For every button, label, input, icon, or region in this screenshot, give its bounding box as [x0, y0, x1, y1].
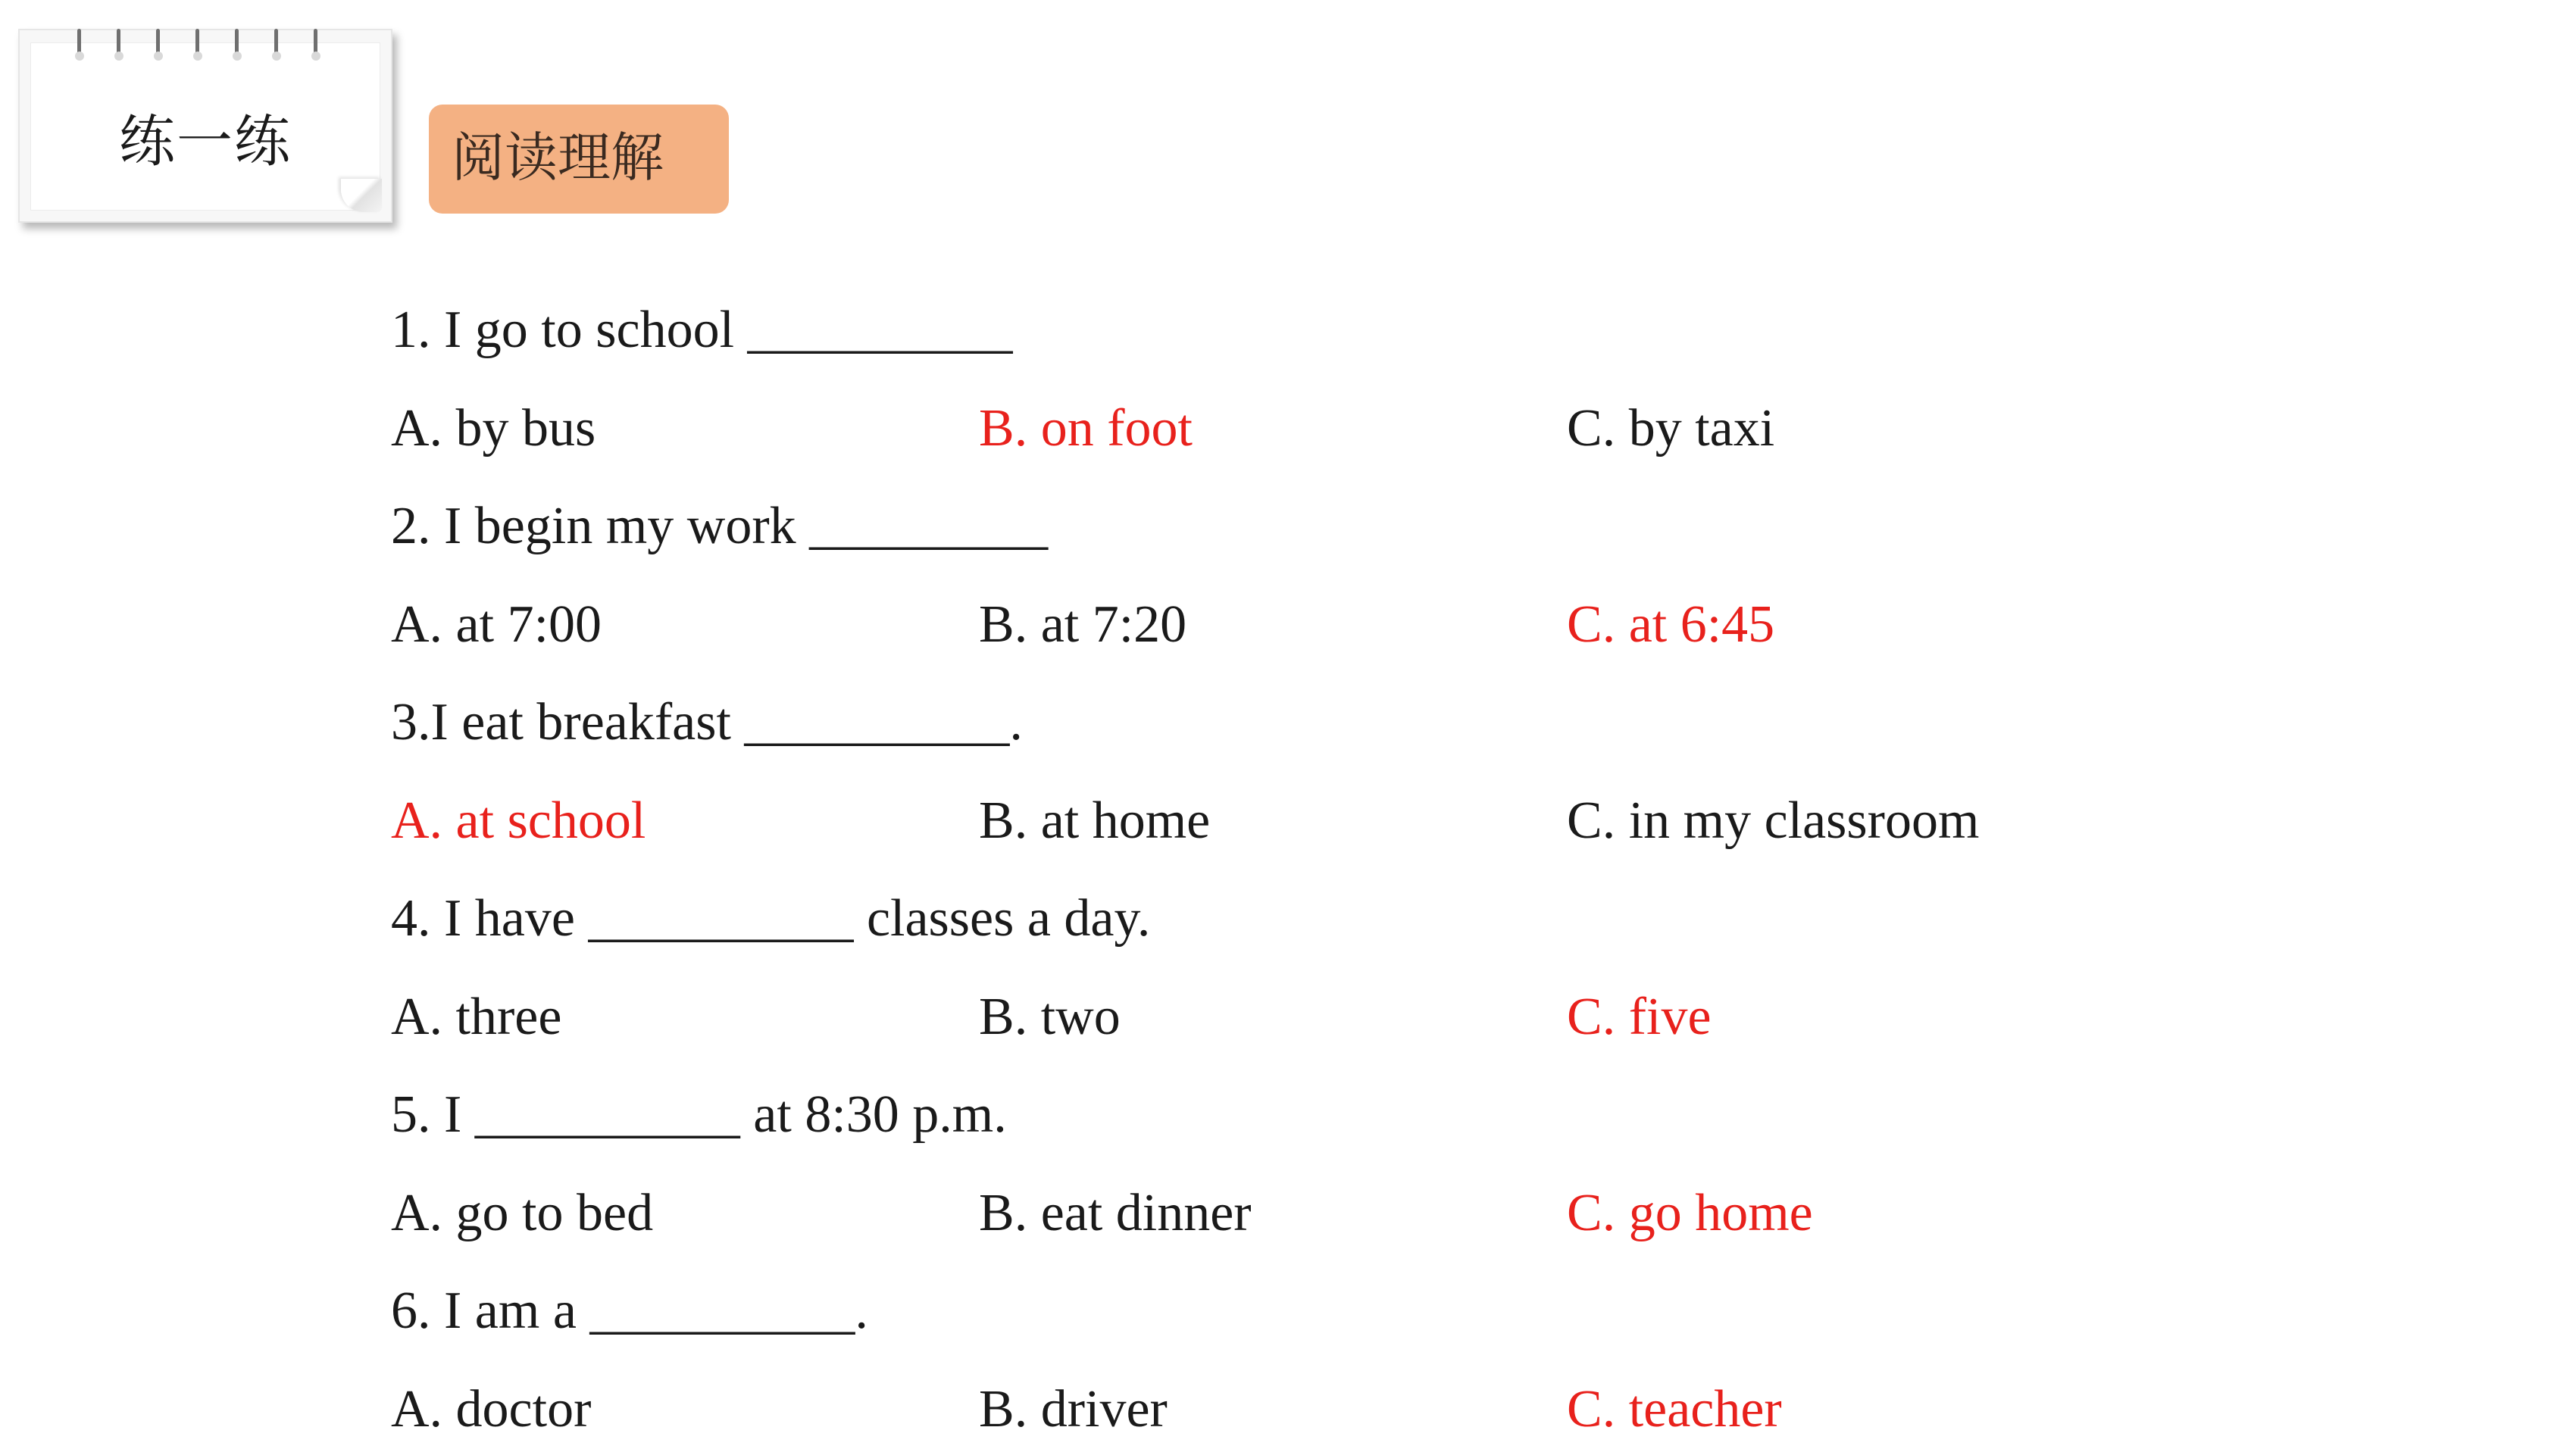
ring-icon — [191, 29, 205, 61]
option-c[interactable]: C. at 6:45 — [1567, 595, 1775, 654]
question-text: 3.I eat breakfast __________. — [391, 693, 1023, 751]
question-text: 6. I am a __________. — [391, 1282, 868, 1340]
option-c[interactable]: C. teacher — [1567, 1379, 1782, 1438]
option-b[interactable]: B. at home — [979, 791, 1211, 850]
section-tag — [429, 105, 729, 214]
ring-icon — [112, 29, 126, 61]
options-row — [391, 1372, 1782, 1449]
option-c[interactable]: C. by taxi — [1567, 398, 1775, 457]
options-row — [391, 587, 1775, 685]
option-c[interactable]: C. go home — [1567, 1183, 1813, 1242]
question-row — [391, 292, 1013, 391]
spiral-binding — [73, 29, 323, 61]
question-row — [391, 685, 1023, 783]
card-title: 练一练 — [119, 109, 292, 174]
option-c[interactable]: C. five — [1567, 987, 1712, 1046]
option-b[interactable]: B. two — [979, 987, 1121, 1046]
question-text: 1. I go to school __________ — [391, 301, 1013, 359]
option-b[interactable]: B. on foot — [979, 398, 1193, 457]
option-a[interactable]: A. doctor — [391, 1379, 592, 1438]
option-a[interactable]: A. by bus — [391, 398, 596, 457]
ring-icon — [152, 29, 165, 61]
question-text: 4. I have __________ classes a day. — [391, 889, 1151, 948]
question-row — [391, 1077, 1007, 1176]
quiz — [391, 292, 1980, 1449]
ring-icon — [230, 29, 244, 61]
option-c[interactable]: C. in my classroom — [1567, 791, 1980, 850]
section-tag-label: 阅读理解 — [452, 126, 664, 189]
question-row — [391, 1273, 868, 1372]
ring-icon — [270, 29, 283, 61]
option-a[interactable]: A. three — [391, 987, 562, 1046]
question-row — [391, 881, 1151, 979]
option-a[interactable]: A. at 7:00 — [391, 595, 602, 654]
option-b[interactable]: B. driver — [979, 1379, 1168, 1438]
option-a[interactable]: A. go to bed — [391, 1183, 654, 1242]
options-row — [391, 391, 1775, 489]
option-b[interactable]: B. at 7:20 — [979, 595, 1187, 654]
question-row — [391, 489, 1049, 587]
question-text: 2. I begin my work _________ — [391, 497, 1049, 555]
option-b[interactable]: B. eat dinner — [979, 1183, 1252, 1242]
ring-icon — [309, 29, 323, 61]
ring-icon — [73, 29, 86, 61]
options-row — [391, 1176, 1813, 1274]
question-text: 5. I __________ at 8:30 p.m. — [391, 1085, 1007, 1144]
options-row — [391, 783, 1980, 882]
option-a[interactable]: A. at school — [391, 791, 646, 850]
options-row — [391, 979, 1712, 1078]
title-card — [18, 29, 392, 223]
